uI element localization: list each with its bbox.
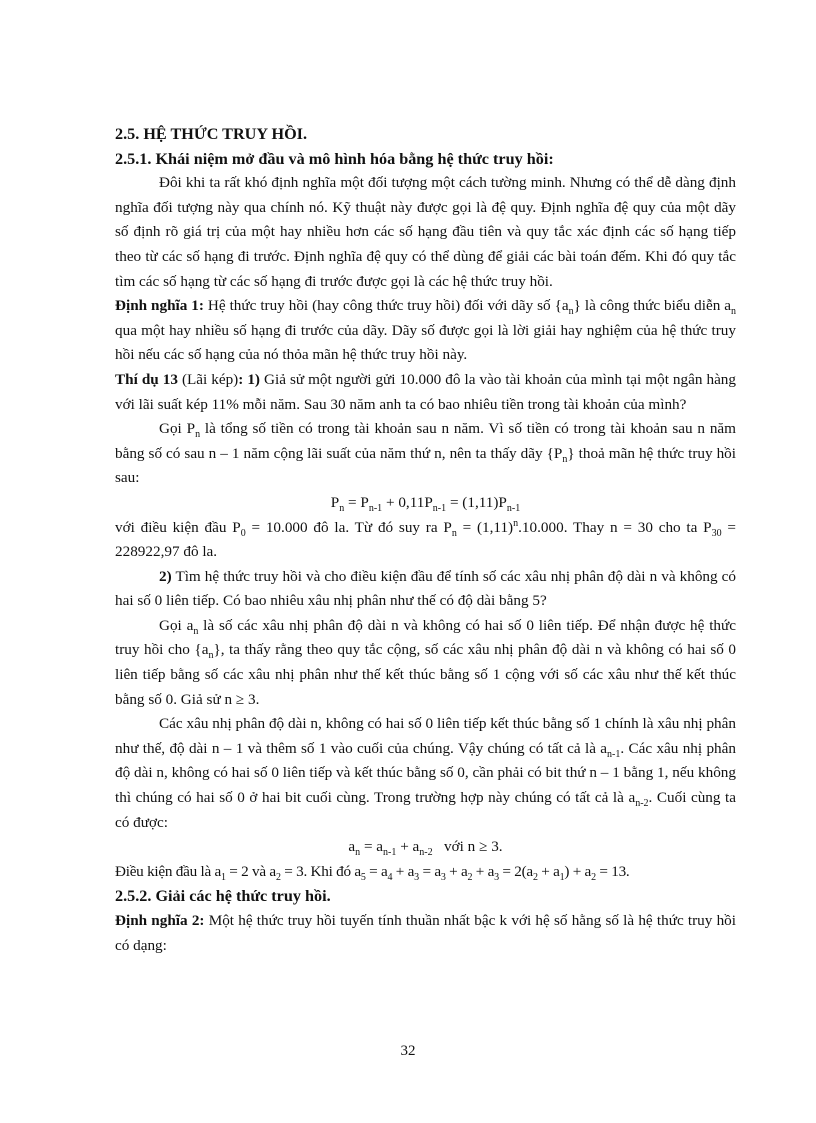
- example-13-solution-2: với điều kiện đầu $P_0 = 10.000$ đô la. Từ đó suy ra $P_n = (1,11)^n.10.000$. Thay n = 30 cho ta $P_{30} = 228922,97$ đô la.: [115, 517, 736, 561]
- example-13-label: Thí dụ 13: [115, 370, 178, 388]
- definition-1-label: Định nghĩa 1:: [115, 297, 204, 315]
- definition-2-label: Định nghĩa 2:: [115, 912, 205, 929]
- section-2-5-heading: 2.5. HỆ THỨC TRUY HỒI.: [115, 125, 308, 143]
- example-2-solution-1: Gọi $a_n$ là số các xâu nhị phân độ dài n và không có hai số 0 liên tiếp. Để nhận được hệ thức truy hồi cho $\{a_n\}$, ta thấy rằng theo quy tắc cộng, số các xâu nhị phân độ dài n và không có hai số 0 liên tiếp bằng số các xâu nhị phân như thế kết thúc bằng số 1 cộng với số các xâu như thế kết thúc bằng số 0. Giả sử n ≥ 3.: [115, 616, 736, 708]
- page-content: [115, 122, 736, 958]
- example-13-solution-1: Gọi $P_n$ là tổng số tiền có trong tài khoản sau n năm. Vì số tiền có trong tài khoản sau n năm bằng số có sau n – 1 năm cộng lãi suất của năm thứ n, nên ta thấy dãy $\{P_n\}$ thoả mãn hệ thức truy hồi sau:: [115, 420, 736, 487]
- initial-conditions: Điều kiện đầu là $a_1 = 2$ và $a_2 = 3$. Khi đó $a_5 = a_4 + a_3 = a_3 + a_2 + a_3 = 2(a_2 + a_1) + a_2 = 13$.: [115, 862, 630, 883]
- definition-2: Định nghĩa 2: Một hệ thức truy hồi tuyến tính thuần nhất bậc k với hệ số hằng số là hệ thức truy hồi có dạng:: [115, 912, 736, 954]
- section-2-5-2-heading: 2.5.2. Giải các hệ thức truy hồi.: [115, 887, 331, 906]
- recurrence-formula-2: $a_n = a_{n-1} + a_{n-2}$ với n ≥ 3.: [348, 838, 503, 859]
- example-13-statement: Thí dụ 13 (Lãi kép): 1) Giả sử một người gửi 10.000 đô la vào tài khoản của mình tại một ngân hàng với lãi suất kép 11% mỗi năm. Sau 30 năm anh ta có bao nhiêu tiền trong tài khoản của mình?: [115, 370, 736, 413]
- definition-1: Định nghĩa 1: Hệ thức truy hồi (hay công thức truy hồi) đối với dãy số $\{a_n\}$ là công thức biểu diễn $a_n$ qua một hay nhiều số hạng đi trước của dãy. Dãy số được gọi là lời giải hay nghiệm của hệ thức truy hồi nếu các số hạng của nó thỏa mãn hệ thức truy hồi này.: [115, 297, 736, 364]
- section-2-5-1-heading: 2.5.1. Khái niệm mở đầu và mô hình hóa bằng hệ thức truy hồi:: [115, 149, 554, 168]
- example-2-statement: 2) Tìm hệ thức truy hồi và cho điều kiện đầu để tính số các xâu nhị phân độ dài n và không có hai số 0 liên tiếp. Có bao nhiêu xâu nhị phân như thế có độ dài bằng 5?: [115, 567, 736, 610]
- page-number: 32: [400, 1043, 416, 1059]
- recurrence-formula-1: $P_n = P_{n-1} + 0,11P_{n-1} = (1,11)P_{n-1}$: [330, 493, 521, 514]
- intro-paragraph: Đôi khi ta rất khó định nghĩa một đối tượng một cách tường minh. Nhưng có thể dễ dàng định nghĩa đối tượng này qua chính nó. Kỹ thuật này được gọi là đệ quy. Định nghĩa đệ quy của một dãy số định rõ giá trị của một hay nhiều hơn các số hạng đầu tiên và quy tắc xác định các số hạng tiếp theo từ các số hạng đi trước. Định nghĩa đệ quy có thể dùng để giải các bài toán đếm. Khi đó quy tắc tìm các số hạng từ các số hạng đi trước được gọi là các hệ thức truy hồi.: [115, 174, 736, 290]
- example-2-solution-2: Các xâu nhị phân độ dài n, không có hai số 0 liên tiếp kết thúc bằng số 1 chính là xâu nhị phân như thế, độ dài n – 1 và thêm số 1 vào cuối của chúng. Vậy chúng có tất cả là $a_{n-1}$. Các xâu nhị phân độ dài n, không có hai số 0 liên tiếp và kết thúc bằng số 0, cần phải có bit thứ n – 1 bằng 1, nếu không thì chúng có hai số 0 ở hai bit cuối cùng. Trong trường hợp này chúng có tất cả là $a_{n-2}$. Cuối cùng ta có được:: [115, 715, 736, 831]
